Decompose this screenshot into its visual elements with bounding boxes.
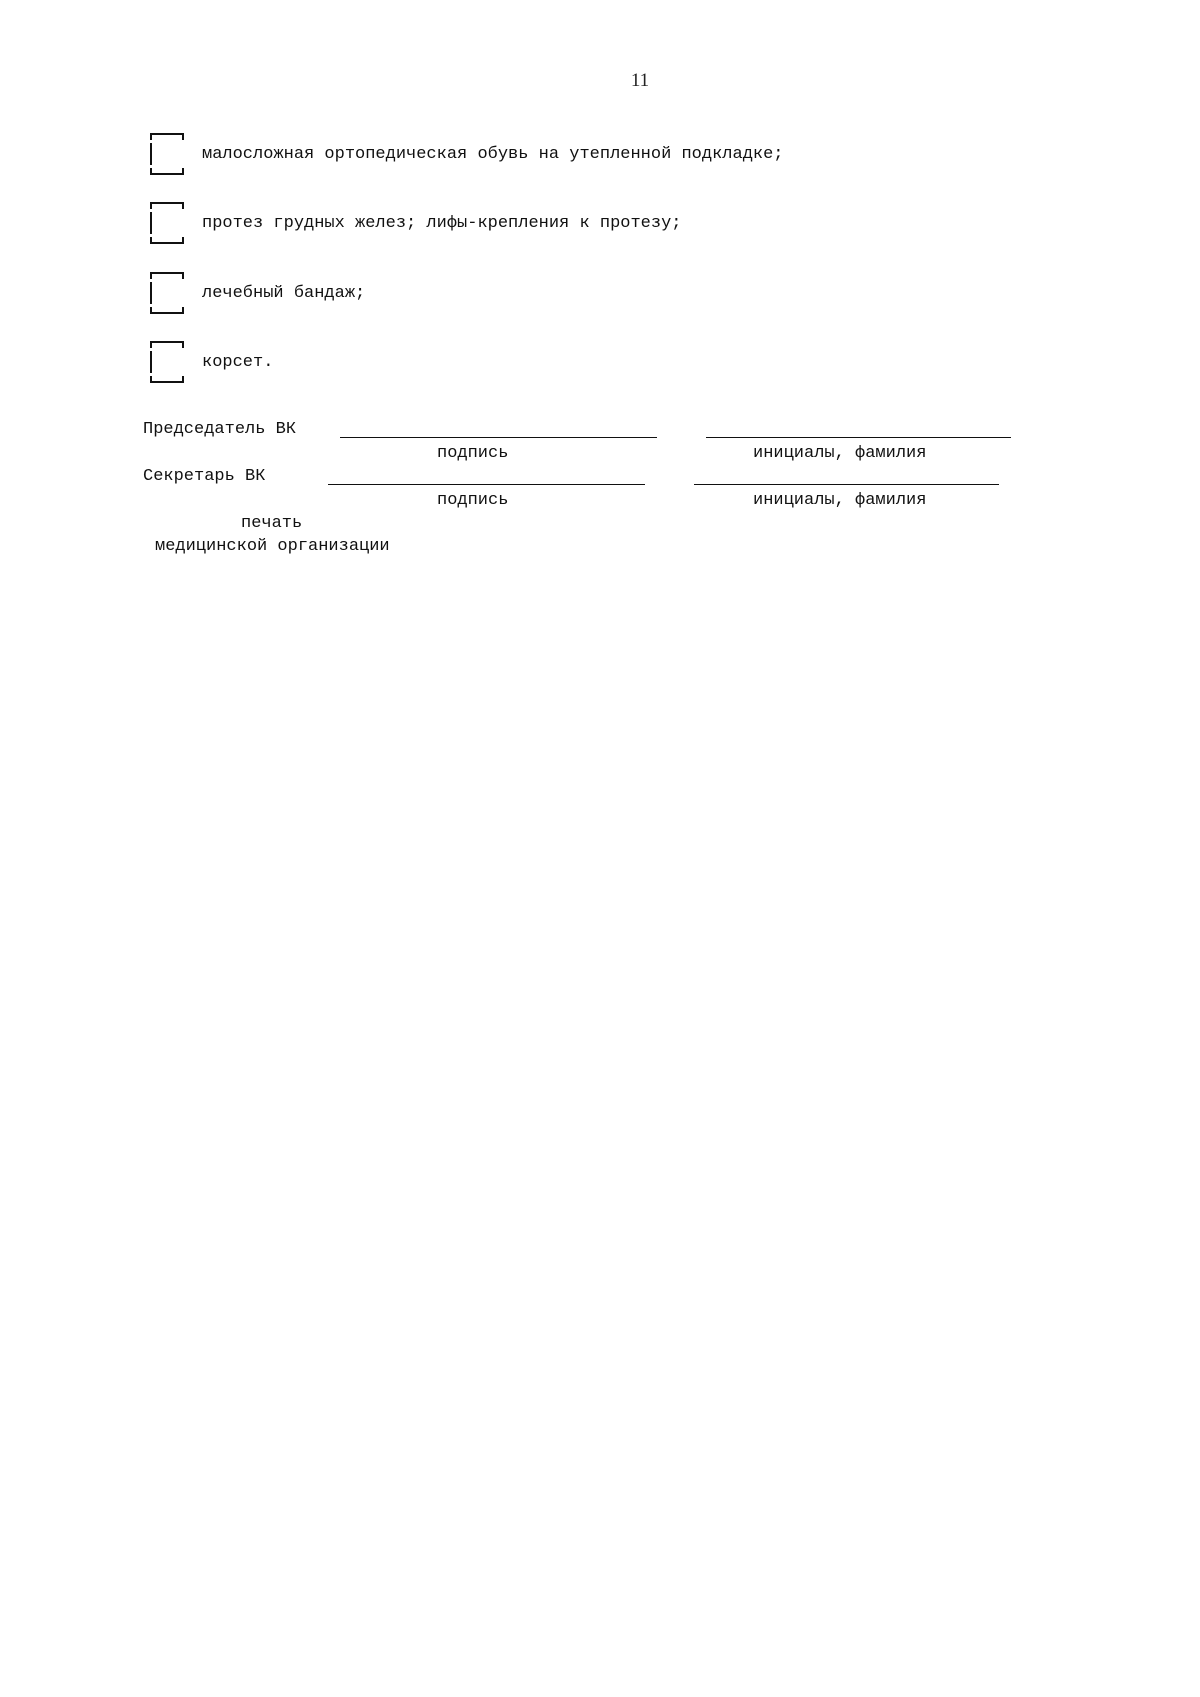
checklist-item (150, 339, 273, 385)
secretary-name-caption: инициалы, фамилия (753, 491, 927, 510)
chairman-name-caption: инициалы, фамилия (753, 444, 927, 463)
chairman-name-line[interactable] (706, 437, 1011, 438)
checklist-item (150, 131, 784, 177)
secretary-signature-caption: подпись (437, 491, 509, 510)
secretary-name-line[interactable] (694, 484, 999, 485)
checklist-item-label: малосложная ортопедическая обувь на утепленной подкладке; (202, 144, 784, 164)
checkbox[interactable] (150, 272, 184, 314)
checkbox[interactable] (150, 202, 184, 244)
chairman-label: Председатель ВК (143, 420, 297, 439)
page-number: 11 (630, 70, 650, 91)
chairman-signature-caption: подпись (437, 444, 509, 463)
stamp-label-line2: медицинской организации (155, 537, 390, 556)
checklist-item (150, 270, 365, 316)
checklist-item-label: корсет. (202, 352, 274, 372)
checkbox[interactable] (150, 133, 184, 175)
checkbox[interactable] (150, 341, 184, 383)
checklist-item (150, 200, 681, 246)
secretary-label: Секретарь ВК (143, 467, 266, 486)
checklist-item-label: лечебный бандаж; (202, 283, 366, 303)
chairman-signature-line[interactable] (340, 437, 657, 438)
checklist-item-label: протез грудных желез; лифы-крепления к протезу; (202, 213, 682, 233)
stamp-label-line1: печать (241, 514, 303, 533)
secretary-signature-line[interactable] (328, 484, 645, 485)
